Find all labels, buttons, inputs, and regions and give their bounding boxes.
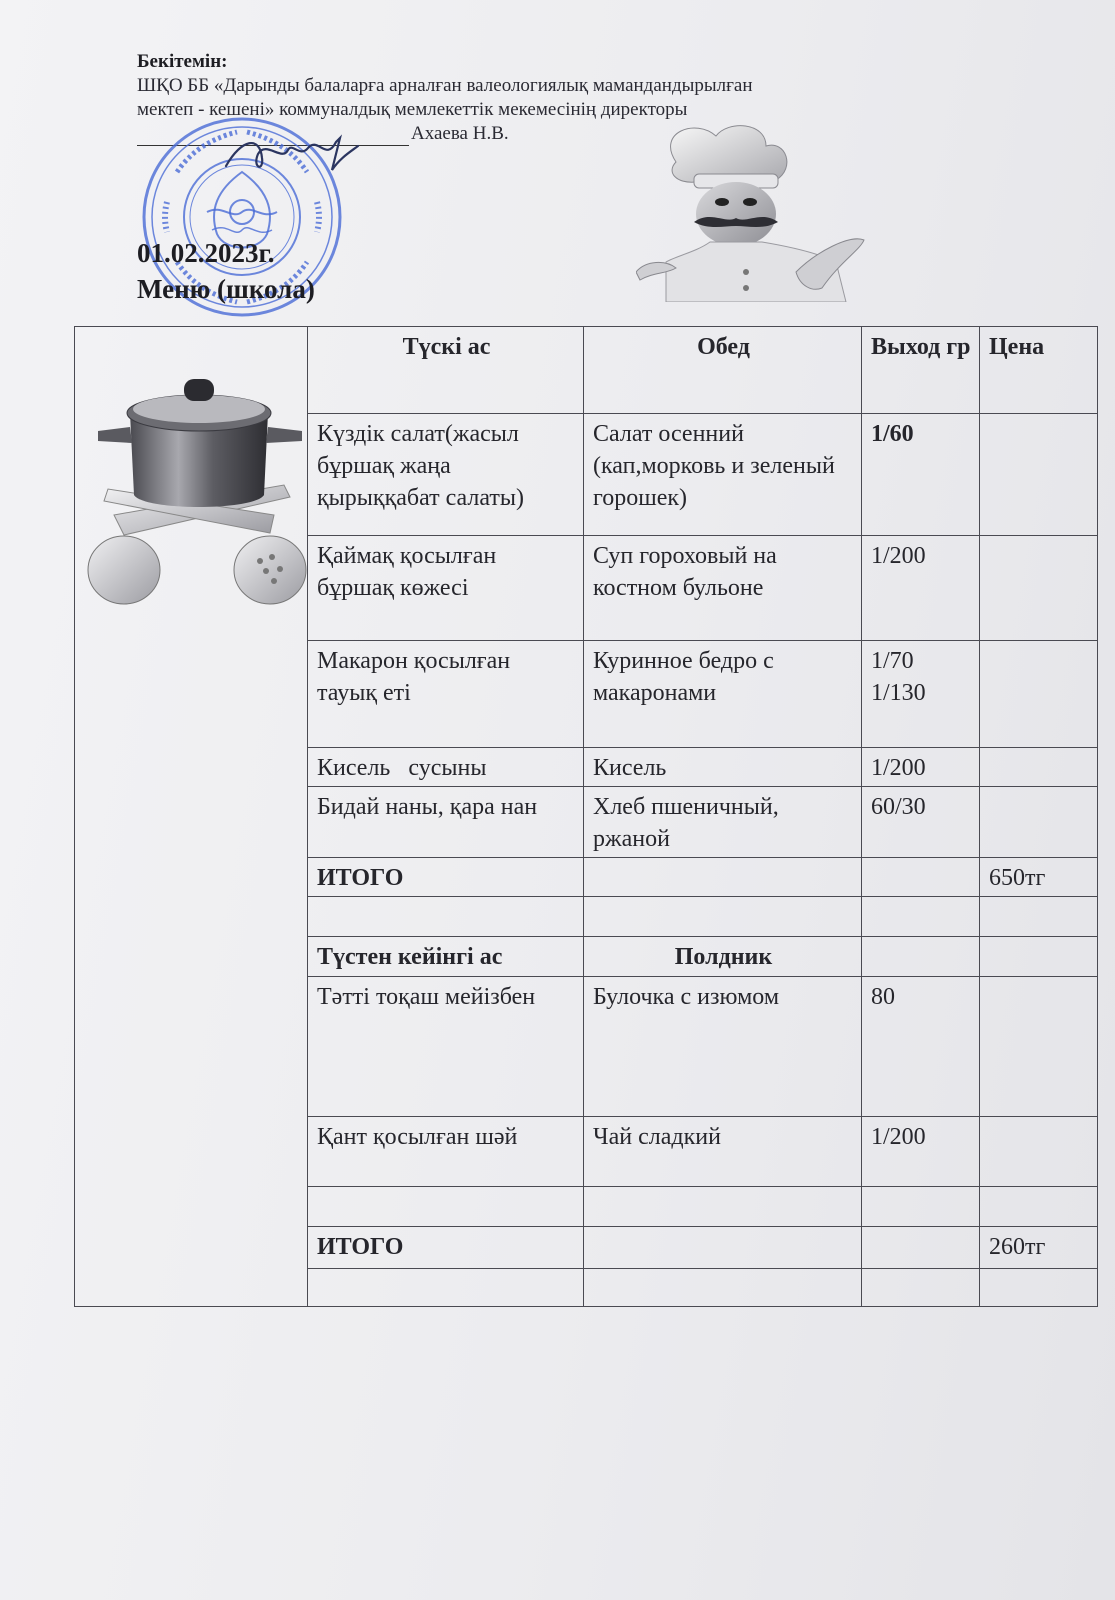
dish-ru: Булочка с изюмом xyxy=(584,977,862,1117)
dish-kz: Макарон қосылған тауық еті xyxy=(308,641,584,748)
dish-output: 1/70 1/130 xyxy=(862,641,980,748)
dish-output: 80 xyxy=(862,977,980,1117)
approval-line-2: мектеп - кешені» коммуналдық мемлекеттік мекемесінің директоры xyxy=(137,99,688,120)
dish-price xyxy=(980,536,1098,641)
empty-cell xyxy=(862,897,980,937)
dish-price xyxy=(980,977,1098,1117)
dish-output: 1/200 xyxy=(862,748,980,787)
empty-cell xyxy=(308,897,584,937)
chef-illustration-icon xyxy=(636,122,870,302)
empty-cell xyxy=(862,1227,980,1269)
dish-ru: Салат осенний (кап,морковь и зеленый горошек) xyxy=(584,414,862,536)
empty-cell xyxy=(584,858,862,897)
dish-kz: Бидай наны, қара нан xyxy=(308,787,584,858)
director-name: Ахаева Н.В. xyxy=(411,123,509,144)
empty-cell xyxy=(584,1269,862,1307)
dish-kz: Қаймақ қосылған бұршақ көжесі xyxy=(308,536,584,641)
dish-kz: Тәтті тоқаш мейізбен xyxy=(308,977,584,1117)
dish-output: 60/30 xyxy=(862,787,980,858)
dish-price xyxy=(980,748,1098,787)
empty-cell xyxy=(862,1269,980,1307)
snack-header-kz: Түстен кейінгі ас xyxy=(308,937,584,977)
empty-cell xyxy=(980,897,1098,937)
dish-ru: Хлеб пшеничный, ржаной xyxy=(584,787,862,858)
empty-cell xyxy=(980,937,1098,977)
menu-title: Меню (школа) xyxy=(137,274,315,304)
empty-cell xyxy=(584,1227,862,1269)
dish-price xyxy=(980,414,1098,536)
dish-price xyxy=(980,787,1098,858)
dish-price xyxy=(980,1117,1098,1187)
dish-kz: Кисель сусыны xyxy=(308,748,584,787)
empty-cell xyxy=(980,1269,1098,1307)
empty-cell xyxy=(862,858,980,897)
header-kz: Түскі ас xyxy=(308,327,584,414)
empty-cell xyxy=(308,1187,584,1227)
empty-cell xyxy=(584,1187,862,1227)
illustration-cell xyxy=(75,327,308,1307)
dish-ru: Кисель xyxy=(584,748,862,787)
header-price: Цена xyxy=(980,327,1098,414)
empty-cell xyxy=(308,1269,584,1307)
header-ru: Обед xyxy=(584,327,862,414)
header-output: Выход гр xyxy=(862,327,980,414)
snack-total-price: 260тг xyxy=(980,1227,1098,1269)
dish-ru: Суп гороховый на костном бульоне xyxy=(584,536,862,641)
dish-kz: Қант қосылған шәй xyxy=(308,1117,584,1187)
lunch-total-price: 650тг xyxy=(980,858,1098,897)
dish-output: 1/200 xyxy=(862,536,980,641)
menu-date: 01.02.2023г. xyxy=(137,238,275,268)
dish-output: 1/60 xyxy=(862,414,980,536)
approval-label: Бекітемін: xyxy=(137,51,228,72)
empty-cell xyxy=(862,1187,980,1227)
lunch-total-label: ИТОГО xyxy=(308,858,584,897)
table-header-row xyxy=(75,327,1098,414)
dish-price xyxy=(980,641,1098,748)
dish-ru: Куринное бедро с макаронами xyxy=(584,641,862,748)
empty-cell xyxy=(862,937,980,977)
dish-kz: Күздік салат(жасыл бұршақ жаңа қырыққабат салаты) xyxy=(308,414,584,536)
snack-total-label: ИТОГО xyxy=(308,1227,584,1269)
empty-cell xyxy=(980,1187,1098,1227)
approval-line-1: ШҚО ББ «Дарынды балаларға арналған валеологиялық мамандандырылған xyxy=(137,75,753,96)
empty-cell xyxy=(584,897,862,937)
director-signature-icon xyxy=(222,128,362,178)
snack-header-ru: Полдник xyxy=(584,937,862,977)
dish-ru: Чай сладкий xyxy=(584,1117,862,1187)
menu-table xyxy=(74,326,1098,1307)
dish-output: 1/200 xyxy=(862,1117,980,1187)
